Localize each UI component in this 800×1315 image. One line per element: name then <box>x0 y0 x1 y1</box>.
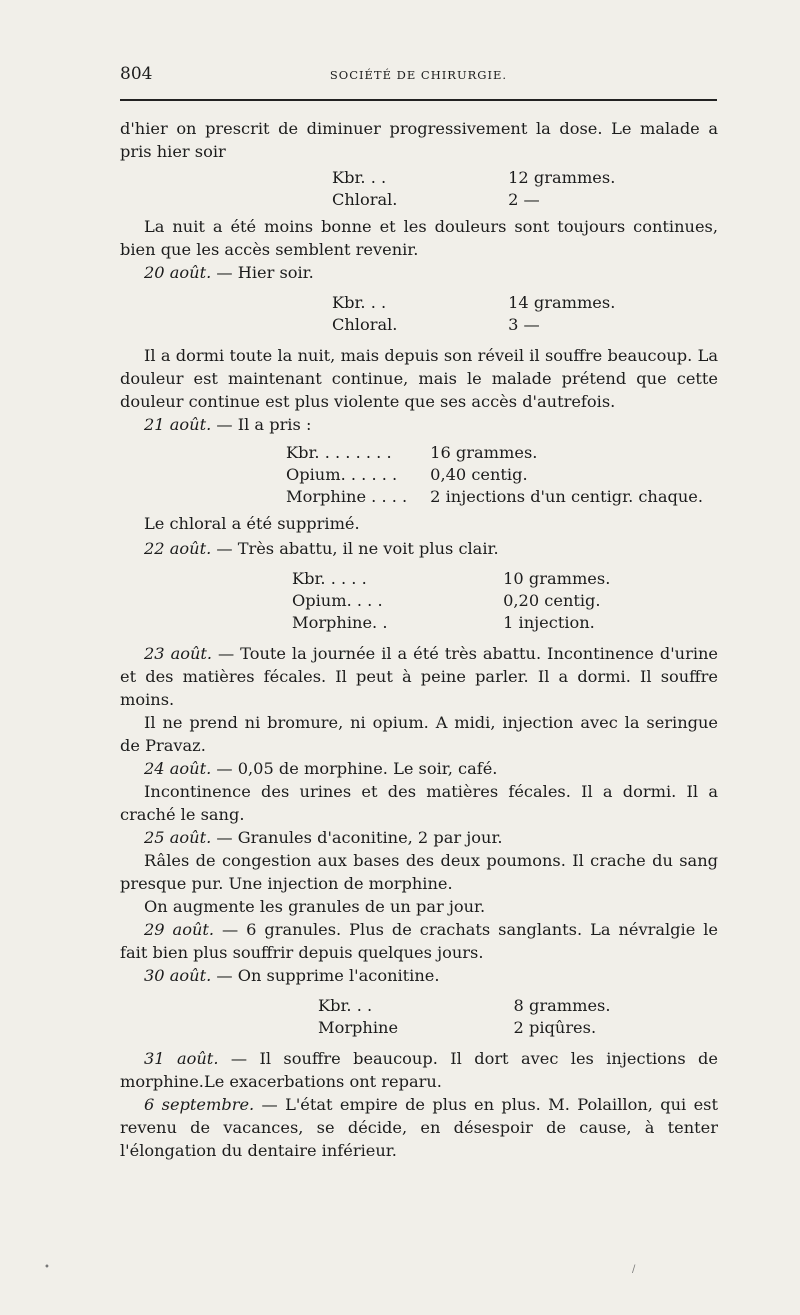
entry-text: — Hier soir. <box>211 263 314 282</box>
entry-text: — L'état empire de plus en plus. M. Polaillon, qui est revenu de vacances, se décide, en désespoir de cause, à tenter l'élongation du dentaire inférieur. <box>120 1095 718 1160</box>
dosage-table <box>332 292 718 336</box>
entry-text: — Il souffre beaucoup. Il dort avec les injections de morphine.Le exacerbations ont reparu. <box>120 1049 718 1091</box>
page-header <box>120 64 717 100</box>
entry-date: 6 septembre. <box>144 1095 255 1114</box>
dated-entry <box>120 642 718 711</box>
page-body <box>120 117 718 1162</box>
dated-entry <box>120 826 718 849</box>
dated-entry <box>120 964 718 987</box>
drug-dose: 0,20 centig. <box>503 591 601 610</box>
entry-date: 24 août. <box>144 759 212 778</box>
dated-entry <box>120 413 718 436</box>
drug-dose: 2 injections d'un centigr. chaque. <box>430 487 704 506</box>
scan-speck: / <box>632 1264 636 1275</box>
drug-name: Kbr. . . <box>332 168 387 187</box>
drug-name: Kbr. . . . . <box>292 569 367 588</box>
entry-date: 21 août. <box>144 415 212 434</box>
entry-date: 29 août. <box>144 920 215 939</box>
entry-text: — Toute la journée il a été très abattu. Incontinence d'urine et des matières fécales. Il peut à peine parler. Il a dormi. Il souffre moins. <box>120 644 718 709</box>
entry-date: 22 août. <box>144 539 212 558</box>
entry-text: — 0,05 de morphine. Le soir, café. <box>211 759 498 778</box>
drug-name: Morphine . . . . <box>286 487 408 506</box>
paragraph: Incontinence des urines et des matières fécales. Il a dormi. Il a craché le sang. <box>120 782 718 824</box>
dosage-table <box>286 442 718 508</box>
entry-date: 20 août. <box>144 263 212 282</box>
entry-text: — On supprime l'aconitine. <box>211 966 440 985</box>
drug-name: Morphine. . <box>292 613 388 632</box>
paragraph: Râles de congestion aux bases des deux poumons. Il crache du sang presque pur. Une injection de morphine. <box>120 851 718 893</box>
entry-date: 30 août. <box>144 966 212 985</box>
drug-name: Chloral. <box>332 190 398 209</box>
dosage-table <box>292 568 718 634</box>
drug-dose: 10 grammes. <box>503 569 611 588</box>
paragraph: d'hier on prescrit de diminuer progressivement la dose. Le malade a pris hier soir <box>120 119 718 161</box>
dosage-table <box>318 995 718 1039</box>
running-title: SOCIÉTÉ DE CHIRURGIE. <box>329 68 508 82</box>
drug-dose: 2 — <box>508 190 540 209</box>
dated-entry <box>120 918 718 964</box>
dated-entry <box>120 1047 718 1093</box>
drug-dose: 2 piqûres. <box>513 1018 597 1037</box>
drug-name: Opium. . . . . . <box>286 465 398 484</box>
drug-dose: 8 grammes. <box>513 996 611 1015</box>
page-number: 804 <box>120 64 153 84</box>
entry-date: 31 août. <box>144 1049 219 1068</box>
entry-text: — Granules d'aconitine, 2 par jour. <box>211 828 503 847</box>
scan-speck: • <box>44 1262 50 1273</box>
paragraph: Il a dormi toute la nuit, mais depuis son réveil il souffre beaucoup. La douleur est maintenant continue, mais le malade prétend que cette douleur continue est plus violente que ses accès d'autrefois. <box>120 346 718 411</box>
drug-dose: 16 grammes. <box>430 443 538 462</box>
drug-name: Kbr. . . <box>318 996 373 1015</box>
entry-text: — Il a pris : <box>211 415 312 434</box>
entry-text: — Très abattu, il ne voit plus clair. <box>211 539 499 558</box>
drug-dose: 3 — <box>508 315 540 334</box>
drug-name: Chloral. <box>332 315 398 334</box>
entry-text: — 6 granules. Plus de crachats sanglants. La névralgie le fait bien plus souffrir depuis quelques jours. <box>120 920 718 962</box>
drug-dose: 12 grammes. <box>508 168 616 187</box>
dated-entry <box>120 261 718 284</box>
dated-entry <box>120 537 718 560</box>
paragraph: Il ne prend ni bromure, ni opium. A midi, injection avec la seringue de Pravaz. <box>120 713 718 755</box>
drug-dose: 1 injection. <box>503 613 595 632</box>
drug-dose: 14 grammes. <box>508 293 616 312</box>
paragraph: La nuit a été moins bonne et les douleurs sont toujours continues, bien que les accès semblent revenir. <box>120 217 718 259</box>
dosage-table <box>332 167 718 211</box>
paragraph: Le chloral a été supprimé. <box>144 514 360 533</box>
drug-name: Opium. . . . <box>292 591 383 610</box>
dated-entry <box>120 1093 718 1162</box>
drug-name: Morphine <box>318 1018 399 1037</box>
dated-entry <box>120 757 718 780</box>
entry-date: 25 août. <box>144 828 212 847</box>
drug-name: Kbr. . . <box>332 293 387 312</box>
entry-date: 23 août. <box>144 644 213 663</box>
drug-dose: 0,40 centig. <box>430 465 528 484</box>
drug-name: Kbr. . . . . . . . <box>286 443 392 462</box>
paragraph: On augmente les granules de un par jour. <box>144 897 486 916</box>
header-rule <box>120 99 717 101</box>
